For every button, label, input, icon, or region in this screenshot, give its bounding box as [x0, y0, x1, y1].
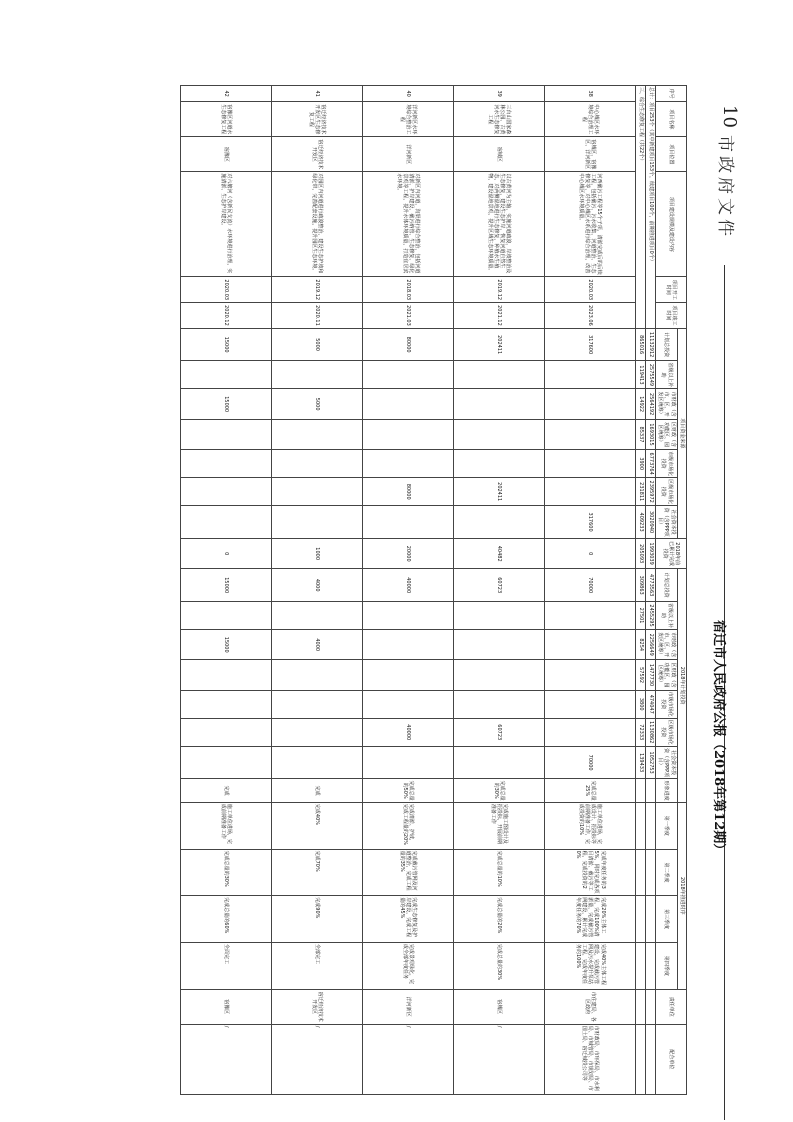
cell-start: 2020.03: [181, 277, 272, 303]
cell-city-market: [545, 450, 636, 478]
summary-cell: [646, 989, 656, 1024]
cell-q4: 全面完工: [181, 942, 272, 989]
cell-plan-city-market: [454, 690, 545, 718]
summary-cell: 14922: [636, 389, 646, 419]
col-project-name: 项目名称: [656, 102, 687, 137]
cell-provincial: [272, 361, 363, 389]
cell-plan-city-market: [181, 690, 272, 718]
cell-progress: 完成总量的50%: [363, 779, 454, 802]
cell-q2: 完成70%: [272, 849, 363, 896]
cell-social: [454, 506, 545, 539]
summary-cell: [646, 1024, 656, 1094]
summary-cell: [636, 849, 646, 896]
cell-coop: /: [454, 1024, 545, 1094]
summary-cell: 865016: [636, 328, 646, 361]
summary-cell: 11132912: [646, 328, 656, 361]
cell-city-market: [454, 450, 545, 478]
cell-start: 2020.03: [545, 277, 636, 303]
cell-content: 对园区内河道进行疏浚整治，建设生态护坡和绿化带，完善配套设施，提升园区生态环境。: [272, 172, 363, 277]
cell-plan-social: [272, 746, 363, 779]
cell-lead: 市住建局、各区政府: [545, 989, 636, 1024]
summary-cell: [646, 802, 656, 849]
cell-plan-provincial: [272, 602, 363, 630]
cell-completed: 1000: [272, 539, 363, 569]
cell-plan-total: 60723: [454, 569, 545, 602]
cell-city-market: [272, 450, 363, 478]
cell-q1: 施工单位进场，完成前期准备工作: [181, 802, 272, 849]
cell-q4: 完成40%主体工程建设，完成截污管网及污水提升泵站工程，完成年度任务的100%: [545, 942, 636, 989]
cell-plan-district-market: [545, 718, 636, 746]
cell-completed: 20000: [363, 539, 454, 569]
table-row: [272, 86, 363, 1095]
col-group-progress: 2018年推进时序: [677, 802, 686, 989]
cell-plan-district-fiscal: [363, 660, 454, 690]
col-start: 项目开工时间: [656, 277, 687, 303]
summary-cell: [646, 896, 656, 943]
cell-plan-city-fiscal: 15000: [181, 630, 272, 660]
col-seq: 序号: [656, 86, 687, 102]
cell-end: 2021.12: [454, 303, 545, 329]
cell-coop: /: [363, 1024, 454, 1094]
cell-plan-district-fiscal: [454, 660, 545, 690]
header-row-1: [677, 86, 686, 1095]
cell-lead: 宿城区: [454, 989, 545, 1024]
summary-cell: 409233: [636, 506, 646, 539]
summary-cell: 2564192: [646, 389, 656, 419]
summary-cell: 119413: [636, 361, 646, 389]
cell-plan-district-fiscal: [181, 660, 272, 690]
col-funding-total: 计划总投资: [656, 328, 678, 361]
summary-cell: [646, 942, 656, 989]
cell-lead: 宿豫区: [181, 989, 272, 1024]
cell-q1: 完成施工图设计及招投标，开展前期准备工作: [454, 802, 545, 849]
cell-plan-city-market: [272, 690, 363, 718]
col-location: 项目位置: [656, 137, 687, 172]
cell-start: 2018.03: [363, 277, 454, 303]
cell-plan-district-fiscal: [272, 660, 363, 690]
col-plan-district-market: 区级市场化投资: [656, 718, 678, 746]
cell-district-fiscal: [272, 419, 363, 449]
summary-row-total: [646, 86, 656, 1095]
page-number: 10: [719, 105, 740, 128]
cell-q3: 完成20%主体工程，完成100%清淤量，完成截污管网建设，累计完成年度任务的70%: [545, 896, 636, 943]
summary-cell: 57592: [636, 660, 646, 690]
cell-plan-social: 70000: [545, 746, 636, 779]
summary-label: 总计：项目253个（其中新建项目153个，续建项目100个，前期推进项目0个）: [646, 86, 656, 329]
cell-content: 以古黄河为主轴，实施河道疏浚、岸坡整治及生态修复，建设生态护岸，恢复河道自然生态，对两侧湿地进行生态修复，种植水生植物，建设湿地景观，提升区域生态环境质量。: [454, 172, 545, 277]
cell-seq: 38: [545, 86, 636, 102]
cell-plan-city-fiscal: [545, 630, 636, 660]
summary-cell: [636, 802, 646, 849]
cell-social: [363, 506, 454, 539]
cell-city-fiscal: 5000: [272, 389, 363, 419]
col-plan-city-fiscal: 市财政（含市、区、开发区统筹）: [656, 630, 678, 660]
cell-location: 宿迁经济技术开发区: [272, 137, 363, 172]
cell-q1: 完成清淤、护坡，完成工程量的20%: [363, 802, 454, 849]
cell-q4: 完成总量的30%: [454, 942, 545, 989]
cell-provincial: [363, 361, 454, 389]
summary-cell: 3020940: [646, 506, 656, 539]
summary-cell: 1993039: [646, 539, 656, 569]
summary-cell: 1052753: [646, 746, 656, 779]
cell-provincial: [454, 361, 545, 389]
summary-cell: [636, 942, 646, 989]
summary-cell: 6773764: [646, 450, 656, 478]
cell-q2: 完成总量的10%: [454, 849, 545, 896]
cell-content: 对六塘河（含新民支流）水环境进行治理，实施清淤、生态护岸建设。: [181, 172, 272, 277]
col-funding-provincial: 省级以上补助: [656, 361, 678, 389]
col-funding-district-fiscal: 区财政（含功能区、园区统筹）: [656, 419, 678, 449]
summary-cell: 3900: [636, 450, 646, 478]
summary-cell: 1477730: [646, 660, 656, 690]
cell-q2: 完成总量的30%: [181, 849, 272, 896]
cell-end: 2020.12: [181, 303, 272, 329]
cell-q4: 完成景观绿化，完成全部年度任务: [363, 942, 454, 989]
cell-plan-district-market: 60723: [454, 718, 545, 746]
cell-plan-city-market: [545, 690, 636, 718]
cell-city-fiscal: 15000: [181, 389, 272, 419]
cell-q2: 完成截污管网及河道整治，完成工程量的35%: [363, 849, 454, 896]
cell-plan-total: 40000: [363, 569, 454, 602]
cell-q3: 完成总量的60%: [181, 896, 272, 943]
cell-provincial: [181, 361, 272, 389]
col-end: 项目竣工时间: [656, 303, 687, 329]
cell-q1: 完成40%: [272, 802, 363, 849]
cell-district-market: [272, 478, 363, 506]
cell-name: 三台山国家森林公园、古黄河水生态修复工程: [454, 102, 545, 137]
cell-completed: 0: [545, 539, 636, 569]
cell-plan-city-fiscal: [454, 630, 545, 660]
project-table: [180, 85, 687, 1095]
cell-district-fiscal: [181, 419, 272, 449]
cell-seq: 42: [181, 86, 272, 102]
col-plan-city-market: 市级市场化投资: [656, 690, 678, 718]
cell-plan-city-fiscal: [363, 630, 454, 660]
cell-start: 2019.12: [454, 277, 545, 303]
cell-total: 5000: [272, 328, 363, 361]
cell-district-fiscal: [363, 419, 454, 449]
col-plan-district-fiscal: 区财政（含功能区、园区统筹）: [656, 660, 678, 690]
summary-cell: [636, 896, 646, 943]
cell-coop: 市财政局、市环保局、市水利局、市城管局、市规划局、市国土局、宿迁城投公司等: [545, 1024, 636, 1094]
summary-row-category: [636, 86, 646, 1095]
section-title: 市政府文件: [715, 135, 735, 240]
cell-city-fiscal: [545, 389, 636, 419]
cell-q3: 完成总量的20%: [454, 896, 545, 943]
cell-plan-provincial: [363, 602, 454, 630]
cell-district-market: 202411: [454, 478, 545, 506]
cell-q3: 完成90%: [272, 896, 363, 943]
col-funding-district-market: 区级市场化投资: [656, 478, 678, 506]
summary-cell: 2455295: [646, 602, 656, 630]
summary-cell: [646, 849, 656, 896]
summary-cell: 205093: [636, 539, 646, 569]
cell-content: 对新区内河道、沟渠进行综合整治，包括河道清淤、护岸建设、截污纳管、生态修复、绿化景观等工程，提升水体环境质量，打造宜居滨水环境。: [363, 172, 454, 277]
col-funding-city-market: 市级市场化投资: [656, 450, 678, 478]
cell-district-market: [181, 478, 272, 506]
cell-plan-district-market: 40000: [363, 718, 454, 746]
cell-plan-city-market: [363, 690, 454, 718]
summary-cell: 4773563: [646, 569, 656, 602]
cell-plan-district-market: [181, 718, 272, 746]
cell-name: 宿豫区河道水生态修复工程: [181, 102, 272, 137]
cell-name: 洋河新区水环境综合整治工程: [363, 102, 454, 137]
table-row: [454, 86, 545, 1095]
cell-total: 15000: [181, 328, 272, 361]
cell-progress: 完成: [181, 779, 272, 802]
summary-cell: 309863: [636, 569, 646, 602]
summary-cell: 27501: [636, 602, 646, 630]
cell-q2: 完成年度任务的35%，同时完成各项目清淤、截污等工程，完成投资的20%: [545, 849, 636, 896]
cell-plan-total: 15000: [181, 569, 272, 602]
cell-q1: 施工单位进场，完成设计、招投标等前期准备工作，完成投资的10%: [545, 802, 636, 849]
cell-district-market: 80000: [363, 478, 454, 506]
cell-seq: 40: [363, 86, 454, 102]
cell-social: [272, 506, 363, 539]
cell-progress: 完成总量的30%: [454, 779, 545, 802]
summary-cell: 85337: [636, 419, 646, 449]
col-group-funding: 项目资金来源: [677, 328, 686, 538]
cell-plan-provincial: [454, 602, 545, 630]
col-coop-unit: 配合单位: [656, 1024, 687, 1094]
cell-completed: 40482: [454, 539, 545, 569]
col-plan-provincial: 省级以上补助: [656, 602, 678, 630]
cell-end: 2023.06: [545, 303, 636, 329]
col-lead-unit: 责任单位: [656, 989, 687, 1024]
summary-cell: 1693015: [646, 419, 656, 449]
cell-lead: 洋河新区: [363, 989, 454, 1024]
col-plan-progress: 形象进度: [656, 779, 678, 802]
cell-end: 2020.11: [272, 303, 363, 329]
cell-coop: /: [181, 1024, 272, 1094]
cell-coop: /: [272, 1024, 363, 1094]
col-funding-social: 社会资本投资（含PPP项目）: [657, 507, 676, 537]
cell-name: 宿迁经济技术开发区生态修复工程: [272, 102, 363, 137]
cell-seq: 41: [272, 86, 363, 102]
summary-cell: 2256649: [646, 630, 656, 660]
cell-q4: 全部完工: [272, 942, 363, 989]
cell-city-market: [363, 450, 454, 478]
cell-total: 202411: [454, 328, 545, 361]
summary-cell: 1130862: [646, 718, 656, 746]
cell-name: 中心城区水环境综合治理工程: [545, 102, 636, 137]
summary-cell: 139433: [636, 746, 646, 779]
cell-city-fiscal: [454, 389, 545, 419]
cell-plan-social: [181, 746, 272, 779]
col-content: 项目建设规模及建设内容: [656, 172, 687, 277]
table-row: [181, 86, 272, 1095]
summary-cell: [646, 779, 656, 802]
cell-city-fiscal: [363, 389, 454, 419]
cell-plan-total: 70000: [545, 569, 636, 602]
cell-plan-provincial: [545, 602, 636, 630]
cell-total: 80000: [363, 328, 454, 361]
cell-plan-social: [363, 746, 454, 779]
summary-cell: 72333: [636, 718, 646, 746]
col-q4: 第四季度: [656, 942, 678, 989]
cell-plan-district-fiscal: [545, 660, 636, 690]
cell-lead: 宿迁经济技术开发区: [272, 989, 363, 1024]
cell-completed: 0: [181, 539, 272, 569]
summary-cell: 2575549: [646, 361, 656, 389]
cell-q3: 完成生态修复及护岸建设，完成工程量的45%: [363, 896, 454, 943]
summary-cell: 3800: [636, 690, 646, 718]
cell-location: 洋河新区: [363, 137, 454, 172]
cell-plan-city-fiscal: 4000: [272, 630, 363, 660]
col-q2: 第二季度: [656, 849, 678, 896]
cell-provincial: [545, 361, 636, 389]
col-plan-total: 计划总投资: [656, 569, 678, 602]
cell-district-market: [545, 478, 636, 506]
cell-start: 2019.12: [272, 277, 363, 303]
col-group-plan: 2018年计划投资: [677, 569, 686, 803]
summary-cell: [636, 779, 646, 802]
cell-district-fiscal: [545, 419, 636, 449]
table-row: [363, 86, 454, 1095]
cell-plan-district-market: [272, 718, 363, 746]
summary-cell: 231811: [636, 478, 646, 506]
cell-seq: 39: [454, 86, 545, 102]
cell-total: 317600: [545, 328, 636, 361]
summary-cell: 2395972: [646, 478, 656, 506]
cell-location: 宿城区、宿豫区、洋河新区: [545, 137, 636, 172]
cell-plan-social: [454, 746, 545, 779]
cell-content: 河西截污工程等15个子项，清淤完成后的后续工程，包括截污、污水收集、河道整治、生态修复等，对中心城区水系进行综合治理，改善中心城区水环境质量。: [545, 172, 636, 277]
cell-end: 2021.03: [363, 303, 454, 329]
col-completed: 2018年前已累计完成投资: [656, 539, 687, 569]
col-funding-city-fiscal: 市财政（含市、区、开发区统筹）: [656, 389, 678, 419]
bulletin-title: 宿迁市人民政府公报（2018年第12期）: [711, 620, 726, 857]
cell-social: 317600: [545, 506, 636, 539]
summary-label: 三、综合生态修复工程（共22个）: [636, 86, 646, 329]
summary-cell: [636, 989, 646, 1024]
cell-progress: 完成: [272, 779, 363, 802]
summary-cell: [636, 1024, 646, 1094]
cell-location: 宿豫区: [181, 137, 272, 172]
cell-district-fiscal: [454, 419, 545, 449]
cell-social: [181, 506, 272, 539]
col-q1: 第一季度: [656, 802, 678, 849]
col-plan-social: 社会资本投资（含PPP项目）: [657, 748, 676, 778]
summary-cell: 474047: [646, 690, 656, 718]
cell-plan-total: 4000: [272, 569, 363, 602]
summary-cell: 8254: [636, 630, 646, 660]
cell-city-market: [181, 450, 272, 478]
col-q3: 第三季度: [656, 896, 678, 943]
table-row: [545, 86, 636, 1095]
cell-location: 宿城区: [454, 137, 545, 172]
cell-progress: 完成总量25%: [545, 779, 636, 802]
cell-plan-provincial: [181, 602, 272, 630]
